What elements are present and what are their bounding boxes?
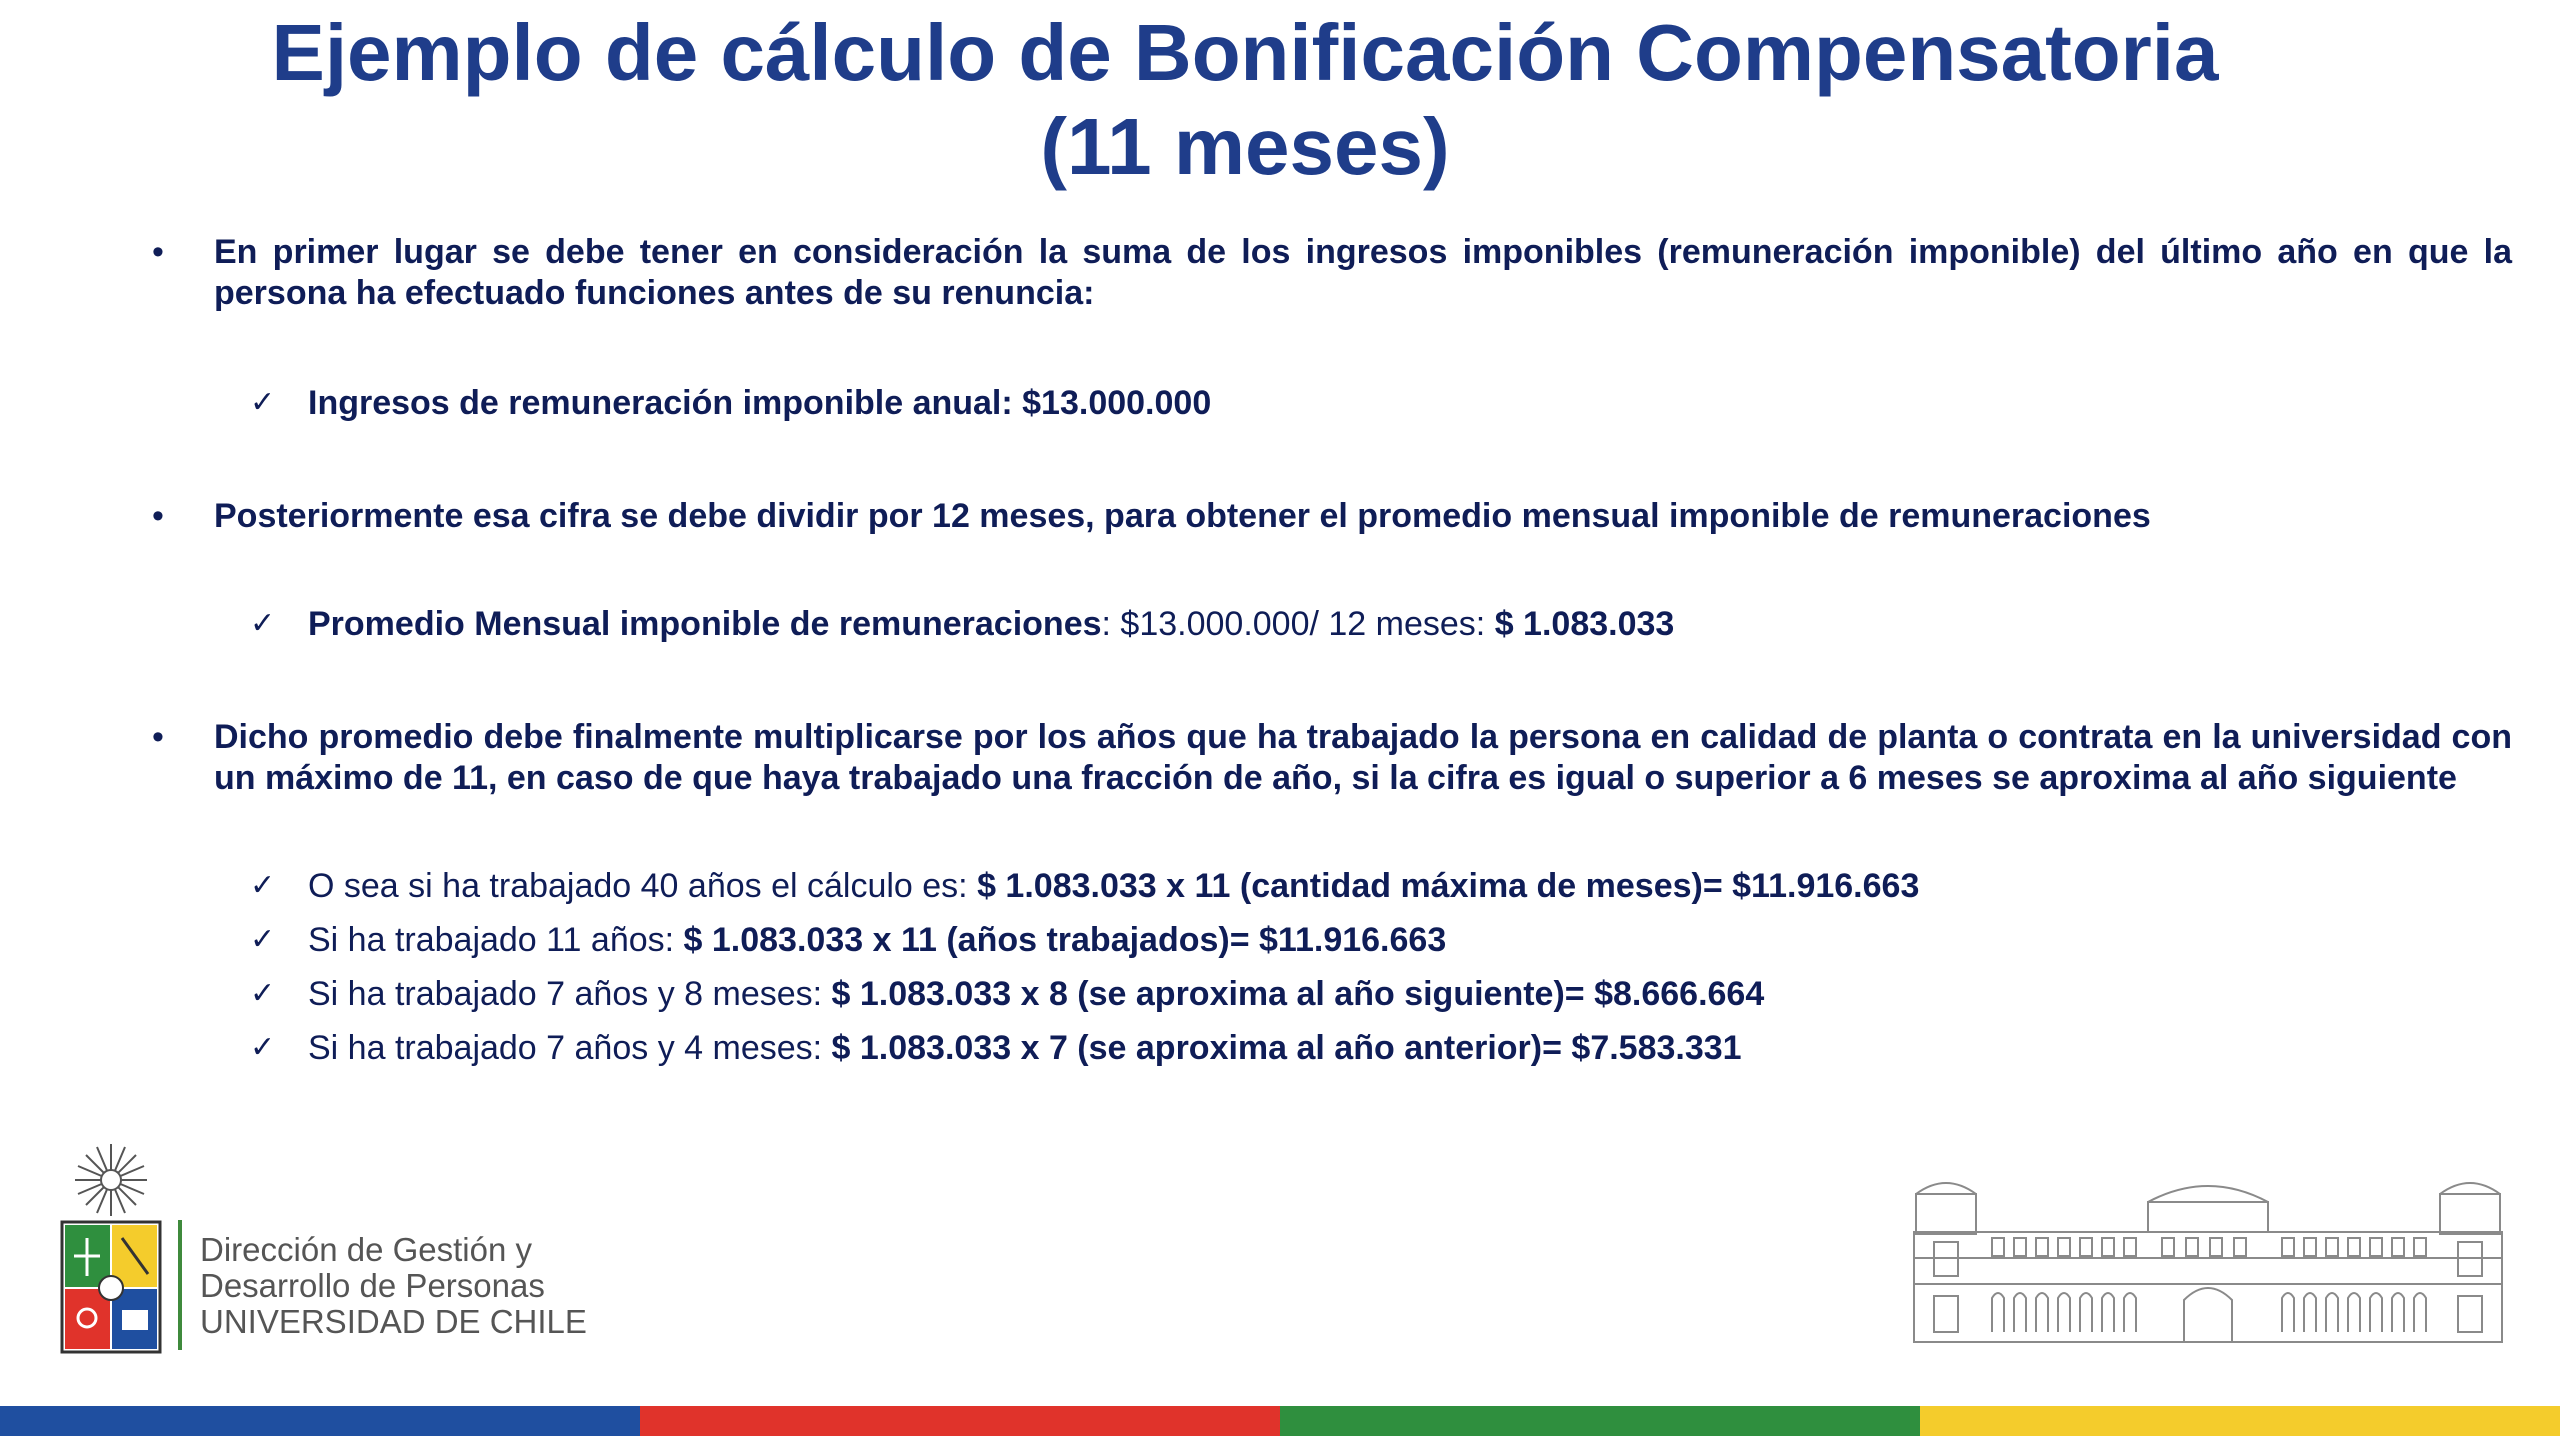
checkmark-icon: ✓ [250, 385, 276, 420]
check-bold-value: $ 1.083.033 x 11 (cantidad máxima de meses)= $11.916.663 [977, 867, 1920, 905]
stripe-yellow [1920, 1406, 2560, 1436]
footer-color-stripes [0, 1406, 2560, 1436]
check-bold-text: Ingresos de remuneración imponible anual: $13.000.000 [308, 384, 1212, 422]
checkmark-icon: ✓ [250, 976, 276, 1011]
check-item [250, 376, 2512, 430]
check-normal-text: : $13.000.000/ 12 meses: [1101, 605, 1495, 643]
check-item [250, 597, 2512, 651]
stripe-red [640, 1406, 1280, 1436]
check-bold-value: $ 1.083.033 [1494, 605, 1675, 643]
bullet-dot-icon: • [152, 233, 164, 271]
org-line-2: Desarrollo de Personas [200, 1267, 545, 1304]
bullet-dot-icon: • [152, 497, 164, 535]
slide-title-line-1: Ejemplo de cálculo de Bonificación Compensatoria [271, 8, 2219, 97]
check-list [150, 376, 2512, 430]
check-item [250, 1021, 2512, 1075]
bullet-text: Posteriormente esa cifra se debe dividir por 12 meses, para obtener el promedio mensual imponible de remuneraciones [214, 497, 2151, 535]
org-line-3: UNIVERSIDAD DE CHILE [200, 1303, 587, 1340]
check-bold-value: $ 1.083.033 x 8 (se aproxima al año siguiente)= $8.666.664 [831, 975, 1765, 1013]
checkmark-icon: ✓ [250, 1030, 276, 1065]
organization-name [200, 1232, 587, 1340]
check-item [250, 859, 2512, 913]
checkmark-icon: ✓ [250, 868, 276, 903]
slide-content [150, 232, 2512, 1075]
bullet-item [150, 496, 2512, 537]
slide-title-line-2: (11 meses) [1040, 102, 1450, 191]
check-item [250, 967, 2512, 1021]
footer-divider [178, 1220, 182, 1350]
check-normal-text: Si ha trabajado 7 años y 4 meses: [308, 1029, 832, 1067]
bullet-dot-icon: • [152, 718, 164, 756]
stripe-green [1280, 1406, 1920, 1436]
bullet-text: Dicho promedio debe finalmente multiplicarse por los años que ha trabajado la persona en calidad de planta o contrata en la universidad con un máximo de 11, en caso de que haya trabajado una fracción de año, si la cifra es igual o superior a 6 meses se aproxima al año siguiente [214, 718, 2512, 797]
stripe-blue [0, 1406, 640, 1436]
check-item [250, 913, 2512, 967]
check-list [150, 859, 2512, 1075]
org-line-1: Dirección de Gestión y [200, 1231, 532, 1268]
check-normal-text: Si ha trabajado 11 años: [308, 921, 684, 959]
check-normal-text: O sea si ha trabajado 40 años el cálculo es: [308, 867, 978, 905]
casa-central-building-icon [1912, 1172, 2504, 1346]
checkmark-icon: ✓ [250, 606, 276, 641]
slide-title [100, 6, 2390, 194]
university-crest-icon [56, 1138, 166, 1358]
bullet-item [150, 232, 2512, 314]
check-normal-text: Si ha trabajado 7 años y 8 meses: [308, 975, 832, 1013]
check-bold-value: $ 1.083.033 x 11 (años trabajados)= $11.916.663 [683, 921, 1447, 959]
check-bold-value: $ 1.083.033 x 7 (se aproxima al año anterior)= $7.583.331 [831, 1029, 1742, 1067]
bullet-text: En primer lugar se debe tener en consideración la suma de los ingresos imponibles (remuneración imponible) del último año en que la persona ha efectuado funciones antes de su renuncia: [214, 233, 2512, 312]
bullet-item [150, 717, 2512, 799]
check-list [150, 597, 2512, 651]
check-bold-text: Promedio Mensual imponible de remuneraciones [308, 605, 1102, 643]
checkmark-icon: ✓ [250, 922, 276, 957]
